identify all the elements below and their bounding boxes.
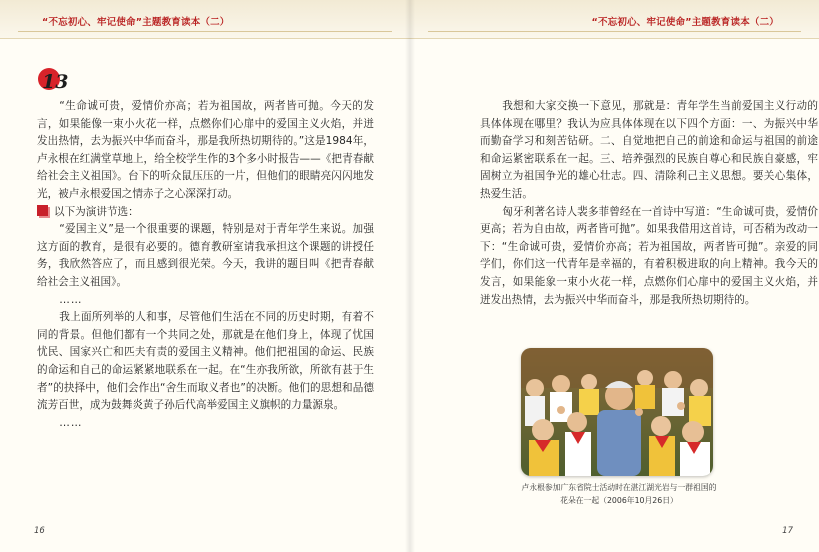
left-body-text: [37, 98, 374, 432]
paragraph: 我上面所列举的人和事，尽管他们生活在不同的历史时期，有着不同的背景。但他们都有一个共同之处，那就是在他们身上，体现了忧国忧民、国家兴亡和匹夫有责的爱国主义精神。他们把祖国的命运、民族的命运和自己的命运紧紧地联系在一起。在“生亦我所欲，所欲有甚于生者”的抉择中，他们会作出“舍生而取义者也”的决断。他们的思想和品德流芳百世，成为鼓舞炎黄子孙后代高举爱国主义旗帜的力量源泉。: [37, 311, 374, 412]
photo-caption: [508, 482, 730, 507]
paragraph: 我想和大家交换一下意见，那就是：青年学生当前爱国主义行动的具体体现在哪里？我认为应具体体现在以下四个方面：一、为振兴中华而勤奋学习和刻苦钻研。二、自觉地把自己的前途和命运与祖国的前途和命运紧密联系在一起。三、培养强烈的民族自尊心和民族自豪感，牢固树立为祖国争光的雄心壮志。四、清除利己主义思想。要关心集体，热爱生活。: [480, 100, 818, 200]
chapter-number-badge: [38, 66, 69, 93]
excerpt-intro-line: [37, 204, 374, 222]
running-head: “不忘初心、牢记使命”主题教育读本（二）: [42, 17, 230, 28]
paragraph: 匈牙利著名诗人裴多菲曾经在一首诗中写道：“生命诚可贵，爱情价更高；若为自由故，两者皆可抛”。如果我借用这首诗，可否稍为改动一下：“生命诚可贵，爱情价亦高；若为祖国故，两者皆可抛”。亲爱的同学们，你们这一代青年是幸福的，有着积极进取的向上精神。我今天的发言，如果能象一束小火花一样，点燃你们心扉中的爱国主义火焰，并迸发出热情，去为振兴中华而奋斗，那是我所热切期待的。: [480, 205, 818, 306]
excerpt-intro: 以下为演讲节选：: [54, 205, 139, 218]
page-number: 17: [782, 526, 793, 536]
paragraph: “生命诚可贵，爱情价亦高；若为祖国故，两者皆可抛。今天的发言，如果能像一束小火花一样，点燃你们心扉中的爱国主义火焰，并迸发出热情，去为振兴中华而奋斗，那是我所热切期待的。”这是1984年，卢永根在红满堂草地上，给全校学生作的3个多小时报告——《把青春献给社会主义祖国》。台下的听众鼠压压的一片，但他们的眼睛亮闪闪地发光，被卢永根爱国之情赤子之心深深打动。: [37, 100, 374, 200]
page-number: 16: [34, 526, 45, 536]
running-head: “不忘初心、牢记使命”主题教育读本（二）: [591, 17, 779, 28]
ellipsis: ……: [59, 293, 83, 306]
photo-caption-line: 花朵在一起（2006年10月26日）: [560, 495, 678, 505]
photo-caption-line: 卢永根参加广东省院士活动时在湛江湖光岩与一群祖国的: [521, 483, 717, 492]
group-photo: [521, 348, 713, 476]
section-marker-icon: [37, 205, 48, 216]
right-page: [410, 0, 819, 552]
header-rule: [428, 31, 801, 32]
ellipsis: ……: [59, 416, 83, 429]
book-gutter: [405, 0, 415, 552]
group-photo-illustration: [521, 348, 713, 476]
paragraph: “爱国主义”是一个很重要的课题，特别是对于青年学生来说。加强这方面的教育，是很有必要的。德育教研室请我承担这个课题的讲授任务，我欣然答应了，而且感到很光荣。今天，我讲的题目叫《把青春献给社会主义祖国》。: [37, 223, 374, 288]
chapter-number: 13: [42, 71, 69, 93]
header-rule: [18, 31, 392, 32]
right-body-text: [480, 98, 818, 309]
